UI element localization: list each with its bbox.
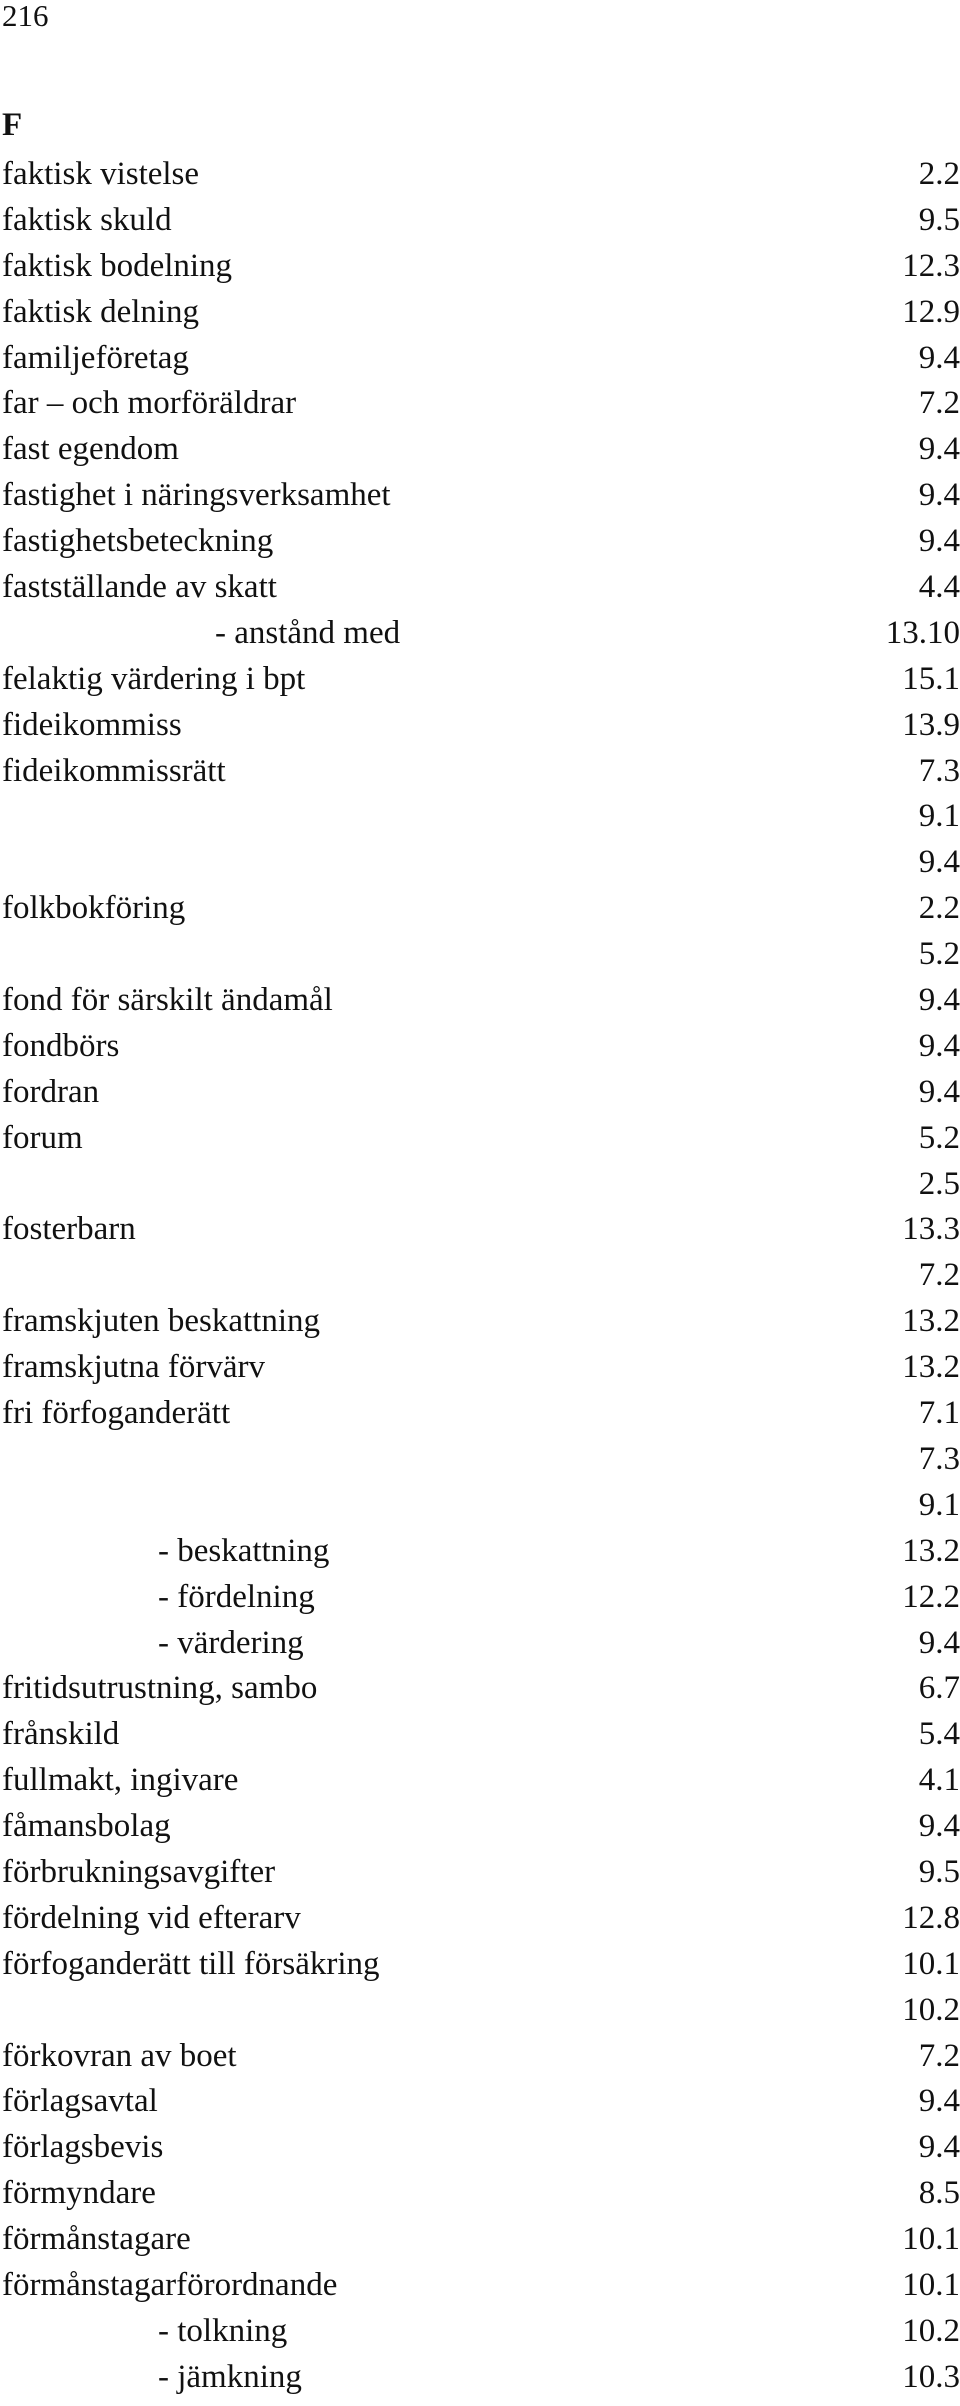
- index-term: faktisk bodelning: [2, 247, 233, 284]
- index-entry: [0, 565, 960, 611]
- index-term: faktisk skuld: [2, 201, 172, 238]
- index-reference: 13.9: [902, 706, 960, 743]
- index-entry: [0, 473, 960, 519]
- index-reference: 13.3: [902, 1211, 960, 1248]
- index-entry: [0, 1529, 960, 1575]
- index-entry: [0, 2355, 960, 2401]
- index-term: förlagsbevis: [2, 2129, 164, 2166]
- index-reference: 9.4: [918, 1624, 960, 1661]
- index-entry: [0, 840, 960, 886]
- index-reference: 7.2: [918, 385, 960, 422]
- index-entry: [0, 2263, 960, 2309]
- index-term: - värdering: [158, 1624, 304, 1661]
- index-term: faktisk vistelse: [2, 156, 200, 192]
- index-term: förlagsavtal: [2, 2083, 158, 2120]
- index-term: fastighetsbeteckning: [2, 523, 274, 560]
- index-entry: [0, 2125, 960, 2171]
- index-term: fond för särskilt ändamål: [2, 982, 333, 1019]
- index-reference: 12.8: [902, 1899, 960, 1936]
- index-reference: 12.2: [902, 1578, 960, 1615]
- index-reference: 9.1: [918, 1486, 960, 1523]
- index-entry: [0, 1253, 960, 1299]
- index-reference: 2.2: [918, 890, 960, 927]
- index-term: förmånstagarförordnande: [2, 2266, 338, 2303]
- index-reference: 13.2: [902, 1349, 960, 1386]
- index-term: framskjutna förvärv: [2, 1349, 265, 1386]
- index-term: felaktig värdering i bpt: [2, 660, 306, 697]
- index-entry: [0, 519, 960, 565]
- index-term: - anstånd med: [215, 614, 401, 651]
- index-entry: [0, 1896, 960, 1942]
- index-reference: 9.5: [918, 1853, 960, 1890]
- index-reference: 9.4: [918, 982, 960, 1019]
- section-letter: F: [2, 107, 23, 143]
- index-reference: 5.2: [918, 1119, 960, 1156]
- index-entry: [0, 886, 960, 932]
- index-term: - beskattning: [158, 1532, 330, 1569]
- index-term: - tolkning: [158, 2312, 288, 2349]
- index-reference: 10.1: [902, 2266, 960, 2303]
- index-reference: 7.2: [918, 1257, 960, 1294]
- index-term: förbrukningsavgifter: [2, 1853, 276, 1890]
- index-entry: [0, 427, 960, 473]
- index-term: fastighet i näringsverksamhet: [2, 477, 391, 514]
- index-entry: [0, 1207, 960, 1253]
- index-entry: [0, 244, 960, 290]
- index-entry: [0, 978, 960, 1024]
- index-entry: [0, 290, 960, 336]
- index-term: - jämkning: [158, 2358, 302, 2395]
- index-reference: 9.4: [918, 431, 960, 468]
- index-reference: 13.2: [902, 1532, 960, 1569]
- index-entry: [0, 2217, 960, 2263]
- index-reference: 12.3: [902, 247, 960, 284]
- index-entry: [0, 2171, 960, 2217]
- index-reference: 9.4: [918, 1073, 960, 1110]
- index-entry: [0, 152, 960, 198]
- index-reference: 6.7: [918, 1670, 960, 1707]
- index-term: fideikommissrätt: [2, 752, 226, 789]
- index-reference: 9.4: [918, 1808, 960, 1845]
- index-term: framskjuten beskattning: [2, 1303, 321, 1340]
- index-term: fri förfoganderätt: [2, 1395, 231, 1432]
- index-entry: [0, 1804, 960, 1850]
- index-list: [0, 152, 960, 2401]
- index-entry: [0, 1437, 960, 1483]
- index-reference: 9.1: [918, 798, 960, 835]
- index-entry: [0, 1712, 960, 1758]
- index-reference: 10.3: [902, 2358, 960, 2395]
- index-entry: [0, 2309, 960, 2355]
- index-reference: 9.4: [918, 844, 960, 881]
- index-reference: 4.1: [918, 1762, 960, 1799]
- index-reference: 9.4: [918, 1027, 960, 1064]
- index-reference: 9.5: [918, 201, 960, 238]
- index-entry: [0, 1988, 960, 2034]
- index-entry: [0, 932, 960, 978]
- index-entry: [0, 1850, 960, 1896]
- index-term: fideikommiss: [2, 706, 182, 743]
- index-entry: [0, 703, 960, 749]
- index-reference: 7.3: [918, 1440, 960, 1477]
- index-term: fåmansbolag: [2, 1808, 171, 1845]
- index-reference: 9.4: [918, 2083, 960, 2120]
- index-term: förkovran av boet: [2, 2037, 237, 2074]
- index-entry: [0, 381, 960, 427]
- index-reference: 7.2: [918, 2037, 960, 2074]
- index-reference: 13.10: [885, 614, 960, 651]
- index-reference: 10.2: [902, 1991, 960, 2028]
- index-term: far – och morföräldrar: [2, 385, 297, 422]
- index-term: förfoganderätt till försäkring: [2, 1945, 380, 1982]
- index-term: fritidsutrustning, sambo: [2, 1670, 318, 1707]
- index-entry: [0, 1299, 960, 1345]
- index-entry: [0, 198, 960, 244]
- index-entry: [0, 1391, 960, 1437]
- index-entry: [0, 1162, 960, 1208]
- index-entry: [0, 1942, 960, 1988]
- index-term: faktisk delning: [2, 293, 200, 330]
- index-reference: 9.4: [918, 2129, 960, 2166]
- index-entry: [0, 749, 960, 795]
- index-term: - fördelning: [158, 1578, 315, 1615]
- index-term: fordran: [2, 1073, 100, 1110]
- index-reference: 5.2: [918, 936, 960, 973]
- index-entry: [0, 1483, 960, 1529]
- index-reference: 10.1: [902, 1945, 960, 1982]
- index-entry: [0, 794, 960, 840]
- index-reference: 9.4: [918, 339, 960, 376]
- index-reference: 9.4: [918, 477, 960, 514]
- index-entry: [0, 1666, 960, 1712]
- index-entry: [0, 336, 960, 382]
- index-reference: 12.9: [902, 293, 960, 330]
- index-reference: 7.1: [918, 1395, 960, 1432]
- index-term: fondbörs: [2, 1027, 120, 1064]
- index-reference: 13.2: [902, 1303, 960, 1340]
- index-entry: [0, 1070, 960, 1116]
- index-entry: [0, 1575, 960, 1621]
- index-term: fullmakt, ingivare: [2, 1762, 239, 1799]
- page-number: 216: [2, 0, 49, 33]
- index-reference: 2.2: [918, 156, 960, 192]
- index-term: folkbokföring: [2, 890, 186, 927]
- index-entry: [0, 1621, 960, 1667]
- index-entry: [0, 1345, 960, 1391]
- index-reference: 4.4: [918, 569, 960, 606]
- index-term: fördelning vid efterarv: [2, 1899, 301, 1936]
- index-entry: [0, 657, 960, 703]
- index-entry: [0, 1758, 960, 1804]
- index-term: förmånstagare: [2, 2221, 191, 2258]
- index-term: förmyndare: [2, 2175, 156, 2212]
- index-entry: [0, 2034, 960, 2080]
- index-entry: [0, 611, 960, 657]
- index-term: frånskild: [2, 1716, 120, 1753]
- index-entry: [0, 1116, 960, 1162]
- index-reference: 5.4: [918, 1716, 960, 1753]
- index-entry: [0, 2079, 960, 2125]
- index-reference: 9.4: [918, 523, 960, 560]
- index-reference: 2.5: [918, 1165, 960, 1202]
- index-term: fastställande av skatt: [2, 569, 277, 606]
- index-reference: 7.3: [918, 752, 960, 789]
- index-entry: [0, 1024, 960, 1070]
- index-term: forum: [2, 1119, 83, 1156]
- index-reference: 8.5: [918, 2175, 960, 2212]
- index-term: fast egendom: [2, 431, 179, 468]
- index-term: familjeföretag: [2, 339, 189, 376]
- index-reference: 15.1: [902, 660, 960, 697]
- index-reference: 10.2: [902, 2312, 960, 2349]
- index-reference: 10.1: [902, 2221, 960, 2258]
- index-term: fosterbarn: [2, 1211, 136, 1248]
